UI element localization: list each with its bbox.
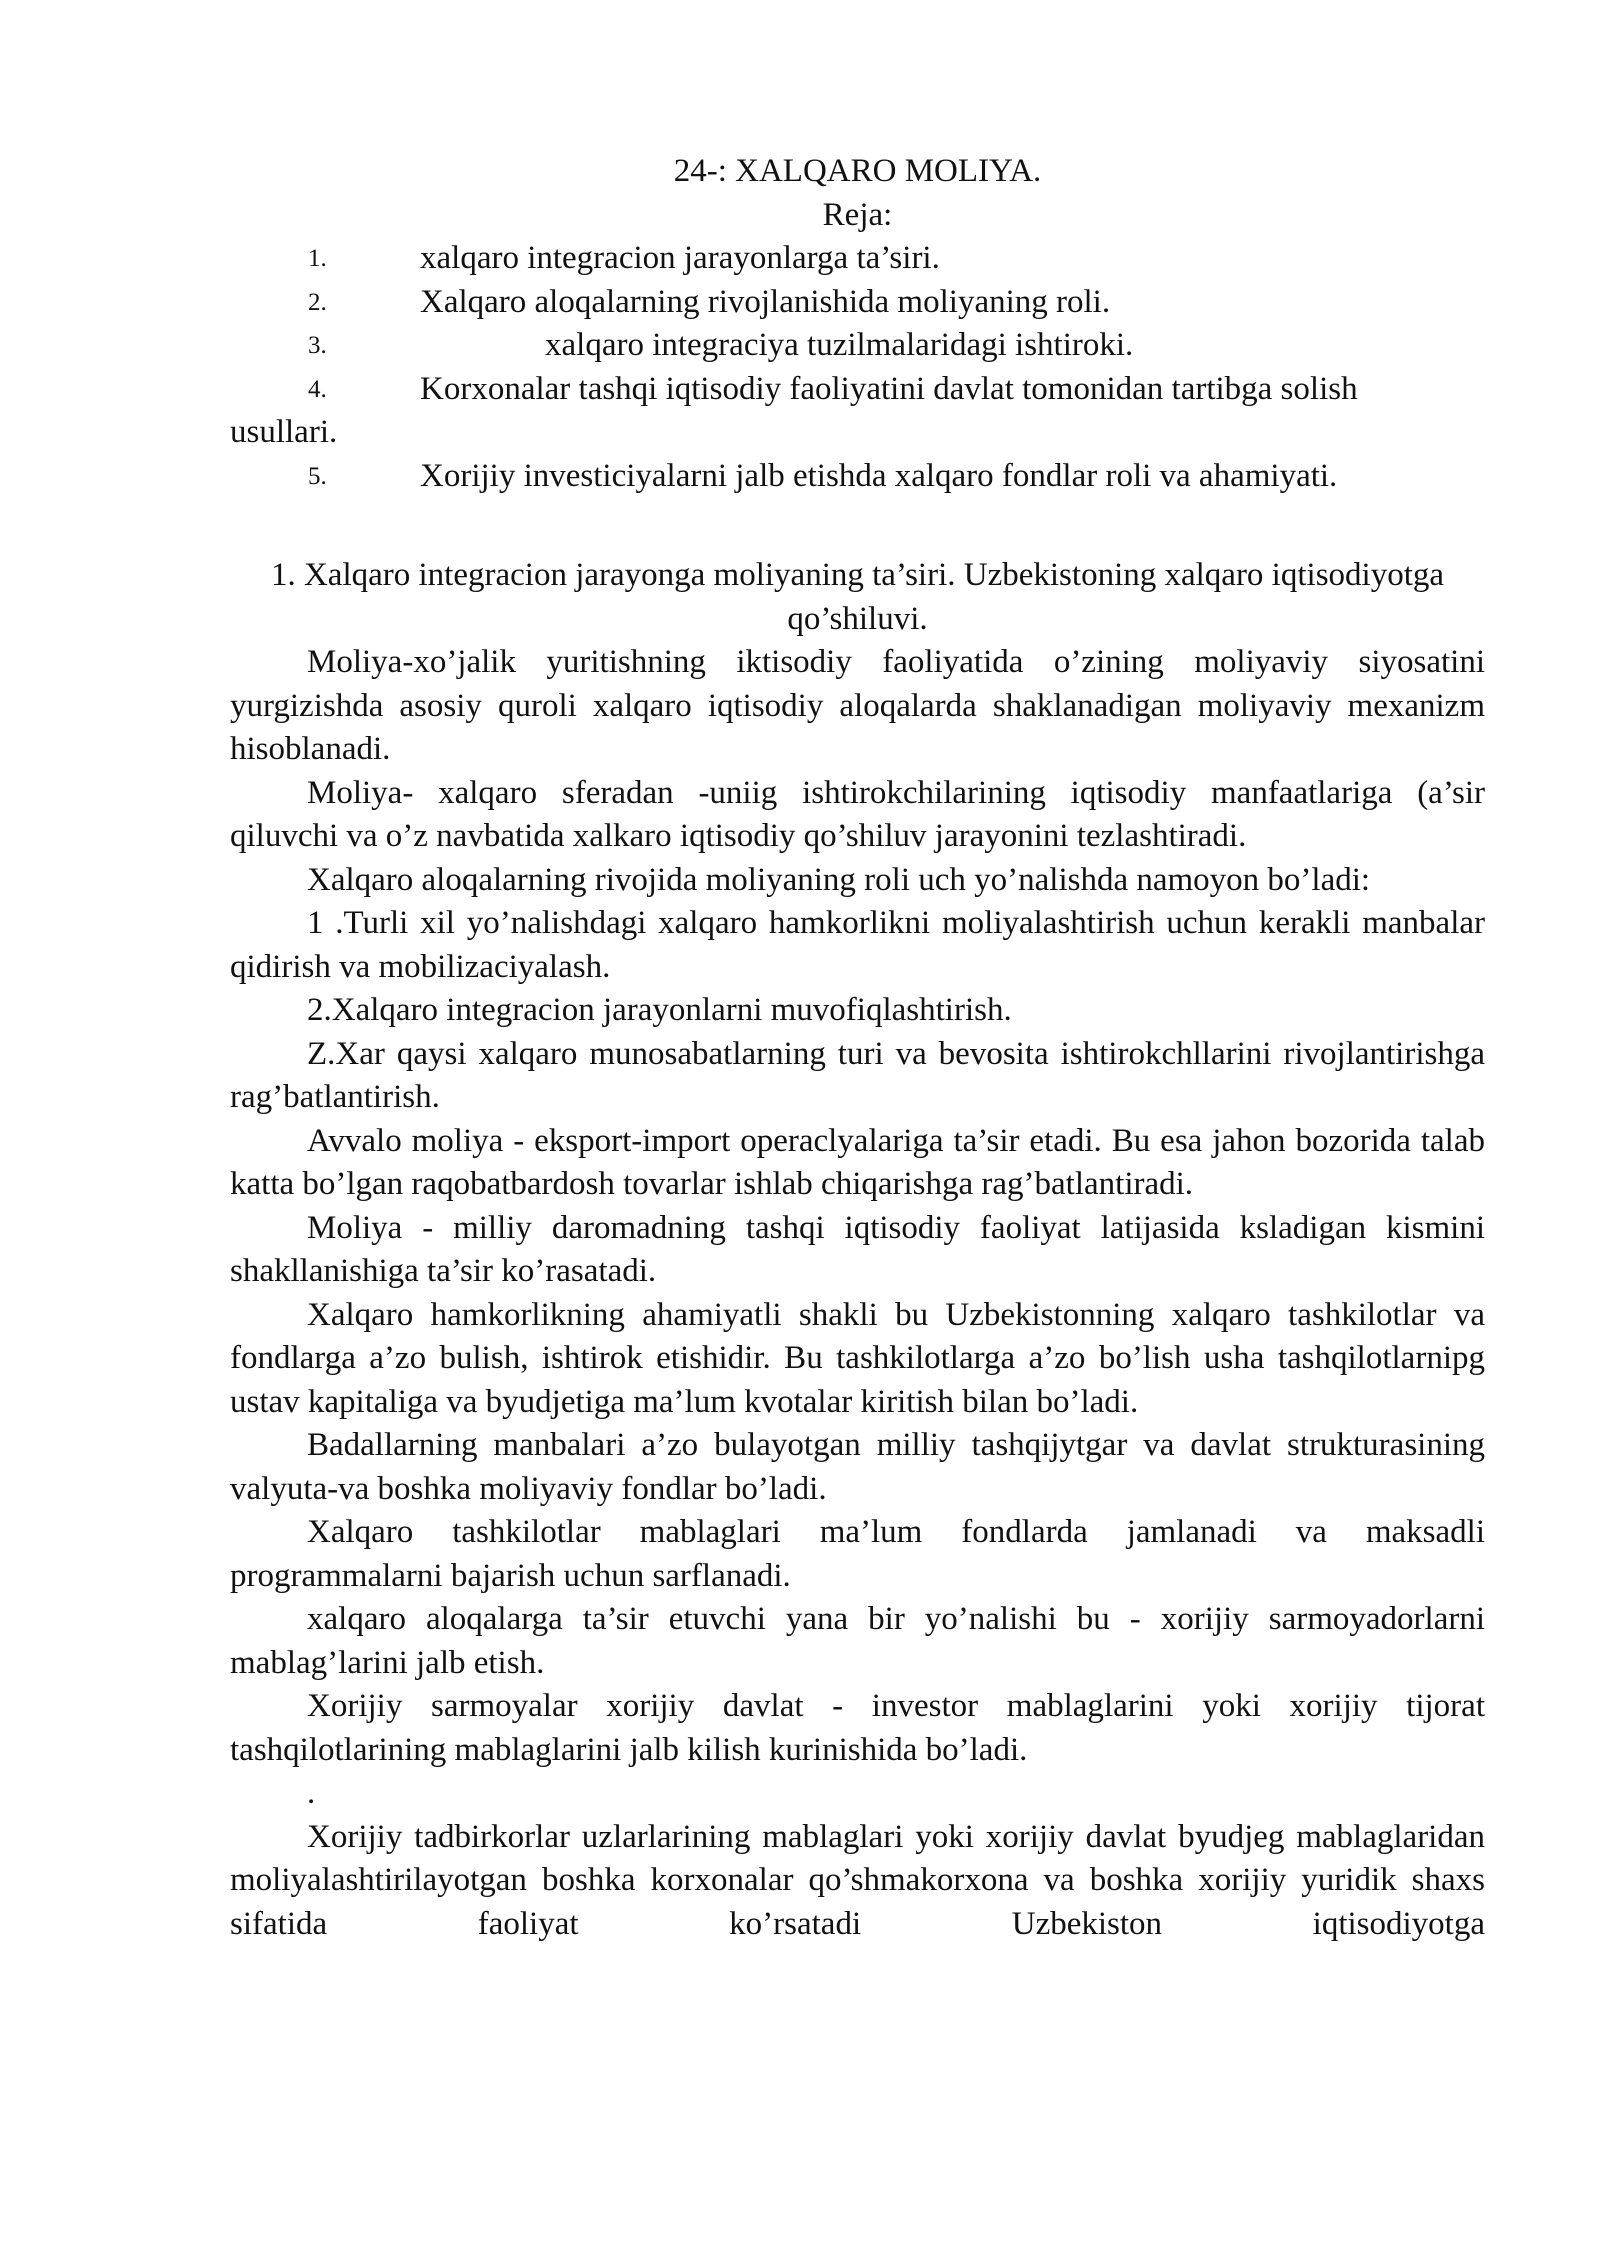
plan-item-number: 5.: [308, 462, 327, 490]
paragraph: Xalqaro hamkorlikning ahamiyatli shakli bu Uzbekistonning xalqaro tashkilotlar va fondlarga a’zo bulish, ishtirok etishidir. Bu tashkilotlarga a’zo bo’lish usha tashqilotlarnipg ustav kapitaliga va byudjetiga ma’lum kvotalar kiritish bilan bo’ladi.: [230, 1296, 1485, 1420]
paragraph: Moliya-xo’jalik yuritishning iktisodiy faoliyatida o’zining moliyaviy siyosatini yurgizishda asosiy quroli xalqaro iqtisodiy aloqalarda shaklanadigan moliyaviy mexanizm hisoblanadi.: [230, 644, 1485, 767]
spacer: [230, 498, 1485, 554]
paragraph: Xorijiy tadbirkorlar uzlarlarining mablaglari yoki xorijiy davlat byudjeg mablaglaridan moliyalashtirilayotgan boshka korxonalar qo’shmakorxona va boshka xorijiy yuridik shaxs sifatida faoliyat ko’rsatadi Uzbekiston iqtisodiyotga: [230, 1818, 1485, 1942]
plan-item-text: Korxonalar tashqi iqtisodiy faoliyatini davlat tomonidan tartibga solish: [420, 370, 1358, 407]
paragraph: Badallarning manbalari a’zo bulayotgan milliy tashqijytgar va davlat strukturasining valyuta-va boshka moliyaviy fondlar bo’ladi.: [230, 1427, 1485, 1507]
plan-label: Reja:: [822, 196, 893, 233]
paragraph: Xalqaro aloqalarning rivojida moliyaning roli uch yo’nalishda namoyon bo’ladi:: [307, 861, 1371, 898]
plan-item: [230, 455, 1485, 499]
plan-list: [230, 237, 1485, 498]
plan-item-number: 3.: [308, 332, 327, 359]
plan-item: [230, 324, 1485, 368]
plan-item-text: Xalqaro aloqalarning rivojlanishida moliyaning roli.: [420, 283, 1111, 320]
paragraph: Xorijiy sarmoyalar xorijiy davlat - investor mablaglarini yoki xorijiy tijorat tashqilotlarining mablaglarini jalb kilish kurinishida bo’ladi.: [230, 1688, 1485, 1768]
paragraph: Moliya - milliy daromadning tashqi iqtisodiy faoliyat latijasida ksladigan kismini shakllanishiga ta’sir ko’rasatadi.: [230, 1209, 1485, 1289]
plan-item-number: 1.: [308, 245, 327, 272]
plan-item: [230, 237, 1485, 281]
plan-item: [230, 368, 1485, 455]
paragraph: 2.Xalqaro integracion jarayonlarni muvofiqlashtirish.: [307, 992, 1012, 1028]
plan-item-continuation: usullari.: [230, 414, 338, 450]
plan-item-text: Xorijiy investiciyalarni jalb etishda xalqaro fondlar roli va ahamiyati.: [420, 457, 1338, 494]
paragraph: Avvalo moliya - eksport-import operaclyalariga ta’sir etadi. Bu esa jahon bozorida talab katta bo’lgan raqobatbardosh tovarlar ishlab chiqarishga rag’batlantiradi.: [230, 1122, 1485, 1202]
document-page: [230, 150, 1485, 1946]
plan-item: [230, 281, 1485, 325]
plan-item-text: xalqaro integracion jarayonlarga ta’siri.: [420, 240, 940, 276]
paragraph: 1 .Turli xil yo’nalishdagi xalqaro hamkorlikni moliyalashtirish uchun kerakli manbalar qidirish va mobilizaciyalash.: [230, 905, 1485, 985]
document-title: 24-: XALQARO MOLIYA.: [673, 153, 1042, 189]
plan-item-text: xalqaro integraciya tuzilmalaridagi ishtiroki.: [545, 327, 1134, 363]
paragraph: Z.Xar qaysi xalqaro munosabatlarning turi va bevosita ishtirokchllarini rivojlantirishga rag’batlantirish.: [230, 1035, 1485, 1115]
plan-item-number: 2.: [308, 288, 327, 316]
paragraph: Xalqaro tashkilotlar mablaglari ma’lum fondlarda jamlanadi va maksadli programmalarni bajarish uchun sarflanadi.: [230, 1514, 1485, 1594]
plan-item-number: 4.: [308, 375, 327, 403]
paragraph-dot: .: [307, 1775, 316, 1811]
section-heading: 1. Xalqaro integracion jarayonga moliyaning ta’siri. Uzbekistoning xalqaro iqtisodiyotga qo’shiluvi.: [270, 557, 1445, 637]
paragraph: Moliya- xalqaro sferadan -uniig ishtirokchilarining iqtisodiy manfaatlariga (a’sir qiluvchi va o’z navbatida xalkaro iqtisodiy qo’shiluv jarayonini tezlashtiradi.: [230, 774, 1485, 854]
paragraph: xalqaro aloqalarga ta’sir etuvchi yana bir yo’nalishi bu - xorijiy sarmoyadorlarni mablag’larini jalb etish.: [230, 1601, 1485, 1681]
